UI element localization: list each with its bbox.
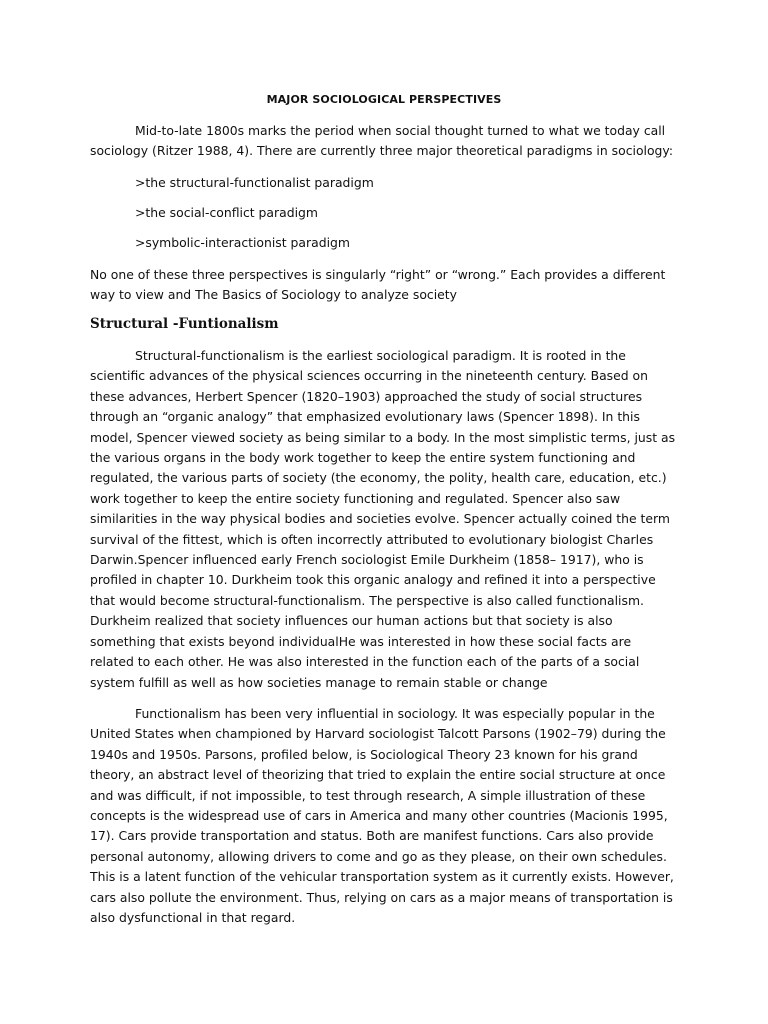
summary-paragraph: No one of these three perspectives is singularly “right” or “wrong.” Each provides a different way to view and The Basics of Sociology to analyze society xyxy=(90,267,666,303)
intro-paragraph: Mid-to-late 1800s marks the period when social thought turned to what we today call sociology (Ritzer 1988, 4). There are currently three major theoretical paradigms in sociology: xyxy=(90,123,674,159)
body-paragraph-structural-functionalism: Structural-functionalism is the earliest sociological paradigm. It is rooted in the scientific advances of the physical sciences occurring in the nineteenth century. Based on these advances, Herbert Spencer (1820–1903) approached the study of social structures through an “organic analogy” that emphasized evolutionary laws (Spencer 1898). In this model, Spencer viewed society as being similar to a body. In the most simplistic terms, just as the various organs in the body work together to keep the entire system functioning and regulated, the various parts of society (the economy, the polity, health care, education, etc.) work together to keep the entire society functioning and regulated. Spencer also saw similarities in the way physical bodies and societies evolve. Spencer actually coined the term survival of the fittest, which is often incorrectly attributed to evolutionary biologist Charles Darwin.Spencer influenced early French sociologist Emile Durkheim (1858– 1917), who is profiled in chapter 10. Durkheim took this organic analogy and refined it into a perspective that would become structural-functionalism. The perspective is also called functionalism. Durkheim realized that society influences our human actions but that society is also something that exists beyond individualHe was interested in how these social facts are related to each other. He was also interested in the function each of the parts of a social system fulfill as well as how societies manage to remain stable or change xyxy=(90,348,676,690)
paradigm-item-structural-functionalist: >the structural-functionalist paradigm xyxy=(135,175,374,190)
paradigm-item-social-conflict: >the social-conflict paradigm xyxy=(135,205,318,220)
paradigm-item-symbolic-interactionist: >symbolic-interactionist paradigm xyxy=(135,235,350,250)
document-title: MAJOR SOCIOLOGICAL PERSPECTIVES xyxy=(266,93,502,106)
body-paragraph-functionalism: Functionalism has been very influential in sociology. It was especially popular in the United States when championed by Harvard sociologist Talcott Parsons (1902–79) during the 1940s and 1950s. Parsons, profiled below, is Sociological Theory 23 known for his grand theory, an abstract level of theorizing that tried to explain the entire social structure at once and was difficult, if not impossible, to test through research, A simple illustration of these concepts is the widespread use of cars in America and many other countries (Macionis 1995, 17). Cars provide transportation and status. Both are manifest functions. Cars also provide personal autonomy, allowing drivers to come and go as they please, on their own schedules. This is a latent function of the vehicular transportation system as it currently exists. However, cars also pollute the environment. Thus, relying on cars as a major means of transportation is also dysfunctional in that regard. xyxy=(90,706,674,926)
section-heading: Structural -Funtionalism xyxy=(90,316,279,332)
